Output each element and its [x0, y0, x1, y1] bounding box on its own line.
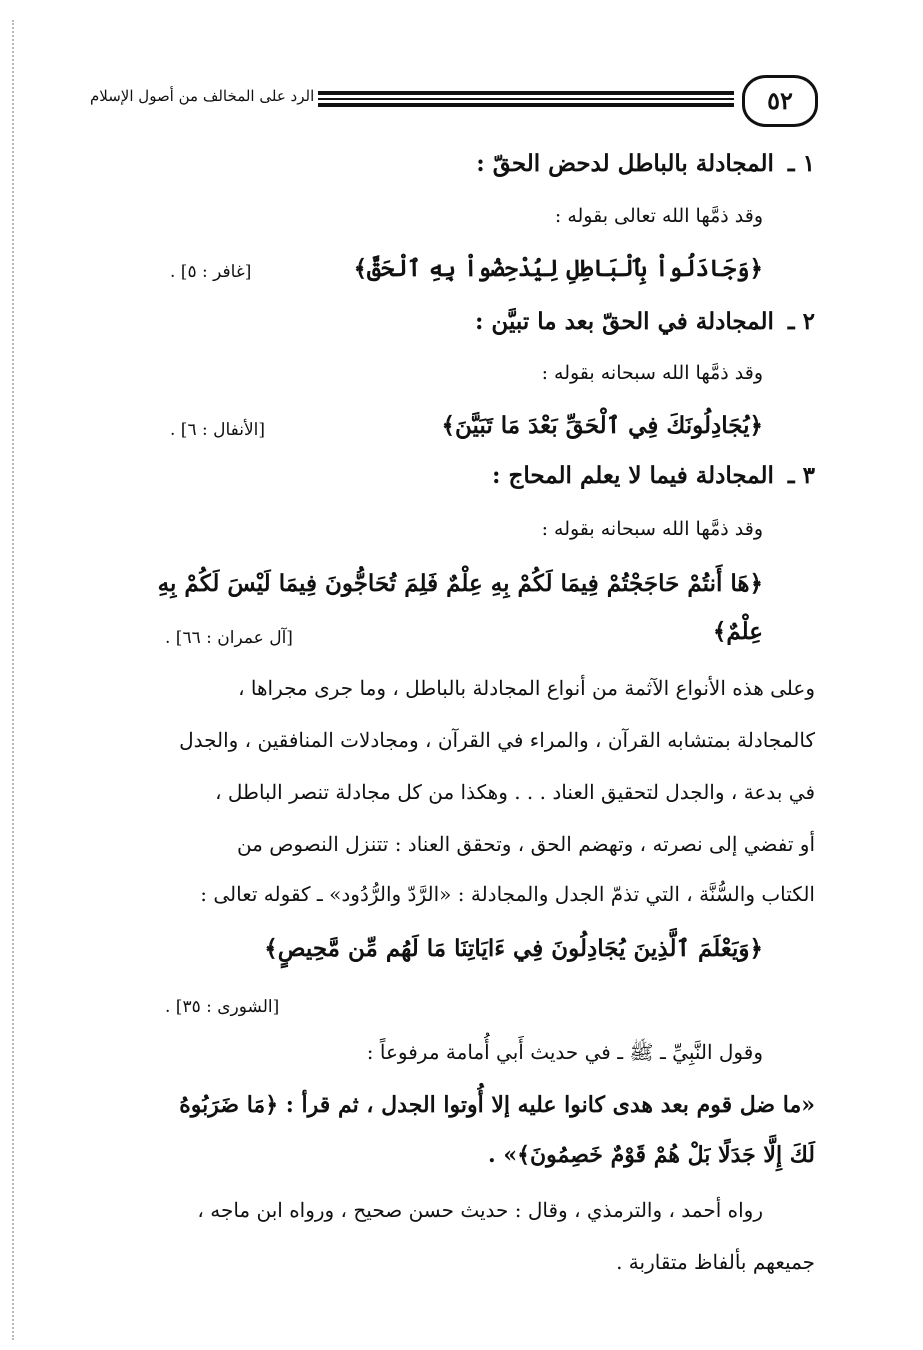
item-2-intro: وقد ذمَّها الله سبحانه بقوله :: [541, 362, 763, 384]
header-rule: [318, 91, 734, 107]
item-1-intro: وقد ذمَّها الله تعالى بقوله :: [554, 205, 763, 227]
item-heading-text: المجادلة فيما لا يعلم المحاج :: [492, 462, 774, 489]
item-3-reference: [آل عمران : ٦٦] .: [165, 628, 293, 648]
paragraph-line: الكتاب والسُّنَّة ، التي تذمّ الجدل والمجادلة : «الرَّدّ والرُّدُود» ـ كقوله تعالى :: [200, 882, 815, 906]
hadith-intro: وقول النَّبِيِّ ـ ﷺ ـ في حديث أَبي أُمامة مرفوعاً :: [366, 1040, 763, 1064]
item-number: ١ ـ: [787, 150, 815, 177]
item-1-heading: [476, 150, 815, 177]
paragraph-line: في بدعة ، والجدل لتحقيق العناد . . . وهكذا من كل مجادلة تنصر الباطل ،: [215, 780, 815, 804]
narration-line-1: رواه أحمد ، والترمذي ، وقال : حديث حسن صحيح ، ورواه ابن ماجه ،: [197, 1198, 763, 1222]
paragraph-line: كالمجادلة بمتشابه القرآن ، والمراء في القرآن ، ومجادلات المنافقين ، والجدل: [179, 728, 815, 752]
item-3-verse-line-2: عِلْمٌ﴾: [712, 618, 763, 645]
item-heading-text: المجادلة في الحقّ بعد ما تبيَّن :: [474, 308, 774, 335]
hadith-line-2: لَكَ إِلَّا جَدَلًا بَلْ هُمْ قَوْمٌ خَصِمُونَ﴾» .: [488, 1142, 815, 1168]
scan-edge-dots: [12, 20, 14, 1340]
item-3-intro: وقد ذمَّها الله سبحانه بقوله :: [541, 518, 763, 540]
paragraph-line: وعلى هذه الأنواع الآثمة من أنواع المجادلة بالباطل ، وما جرى مجراها ،: [238, 676, 815, 700]
page-header: [90, 75, 818, 125]
item-number: ٢ ـ: [787, 308, 815, 335]
item-2-verse: ﴿يُجَادِلُونَكَ فِي ٱلْحَقِّ بَعْدَ مَا تَبَيَّنَ﴾: [441, 412, 763, 439]
item-number: ٣ ـ: [787, 462, 815, 489]
item-heading-text: المجادلة بالباطل لدحض الحقّ :: [476, 150, 774, 177]
running-title: الرد على المخالف من أصول الإسلام: [90, 87, 315, 105]
verse-shura-reference: [الشورى : ٣٥] .: [165, 997, 280, 1017]
item-1-verse: ﴿وَجَادَلُواْ بِٱلْبَاطِلِ لِيُدْحِضُواْ بِهِ ٱلْحَقَّ﴾: [353, 255, 763, 282]
hadith-line-1: «ما ضل قوم بعد هدى كانوا عليه إلا أُوتوا الجدل ، ثم قرأ : ﴿مَا ضَرَبُوهُ: [179, 1092, 815, 1118]
item-3-verse-line-1: ﴿هَا أَنتُمْ حَاجَجْتُمْ فِيمَا لَكُمْ بِهِ عِلْمٌ فَلِمَ تُحَاجُّونَ فِيمَا لَيْسَ لَكُمْ بِهِ: [157, 570, 763, 597]
verse-shura: ﴿وَيَعْلَمَ ٱلَّذِينَ يُجَادِلُونَ فِي ءَايَاتِنَا مَا لَهُم مِّن مَّحِيصٍ﴾: [264, 935, 763, 962]
item-2-heading: [475, 308, 815, 335]
item-3-heading: [492, 462, 815, 489]
paragraph-line: أو تفضي إلى نصرته ، وتهضم الحق ، وتحقق العناد : تتنزل النصوص من: [236, 832, 815, 856]
item-1-reference: [غافر : ٥] .: [170, 262, 252, 282]
item-2-reference: [الأنفال : ٦] .: [170, 420, 266, 440]
narration-line-2: جميعهم بألفاظ متقاربة .: [616, 1250, 815, 1274]
page-number-badge: ٥٢: [742, 75, 818, 127]
